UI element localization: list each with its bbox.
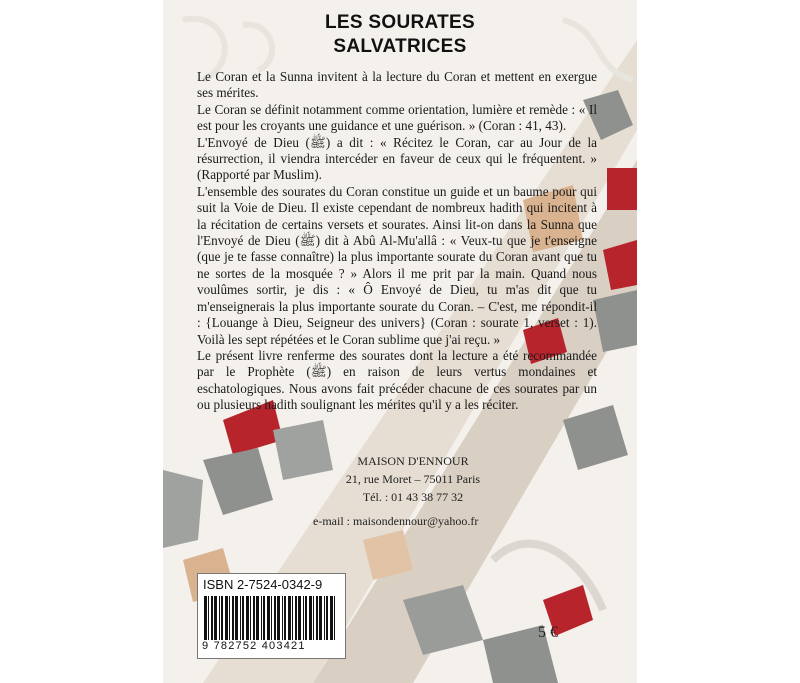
paragraph-3: L'Envoyé de Dieu (ﷺ) a dit : « Récitez le Coran, car au Jour de la résurrection, il viendra intercéder en faveur de ceux qui le fréquentent. » (Rapporté par Muslim). [197, 134, 597, 183]
paragraph-5: Le présent livre renferme des sourates dont la lecture a été recommandée par le Prophète (ﷺ) en raison de leurs vertus mondaines et eschatologiques. Nous avons fait précéder chacune de ces sourates par un ou plusieurs hadith soulignant les mérites qu'il y a les réciter. [197, 347, 598, 413]
book-back-cover [163, 0, 637, 683]
paragraph-4: L'ensemble des sourates du Coran constitue un guide et un baume pour qui suit la Voie de Dieu. Il existe cependant de nombreux hadith qui incitent à la récitation de certains versets et sourates. Ainsi lit-on dans la Sunna que l'Envoyé de Dieu (ﷺ) dit à Abû Al-Mu'allâ : « Veux-tu que je t'enseigne (que je te fasse connaître) la plus importante sourate du Coran avant que tu ne sortes de la mosquée ? » Alors il me prit par la main. Quand nous voulûmes sortir, je dis : « Ô Envoyé de Dieu, tu m'as dit que tu m'enseignerais la plus importante sourate du Coran. – C'est, me répondit-il : {Louange à Dieu, Seigneur des univers} (Coran : sourate 1, verset : 1). Voilà les sept répétées et le Coran sublime que j'ai reçu. » [197, 183, 598, 347]
isbn-label: ISBN 2-7524-0342-9 [203, 577, 323, 592]
paragraph-1: Le Coran et la Sunna invitent à la lecture du Coran et mettent en exergue ses mérites. [197, 69, 597, 101]
barcode-icon [204, 596, 339, 640]
publisher-address: 21, rue Moret – 75011 Paris [345, 472, 481, 486]
isbn-barcode-box [197, 573, 346, 659]
publisher-email: e-mail : maisondennour@yahoo.fr [313, 514, 479, 528]
paragraph-2: Le Coran se définit notamment comme orientation, lumière et remède : « Il est pour les croyants une guidance et une guérison. » (Coran : 41, 43). [197, 101, 597, 134]
title-line-2: SALVATRICES [333, 36, 467, 57]
price: 5 € [538, 624, 558, 641]
publisher-phone: Tél. : 01 43 38 77 32 [362, 490, 464, 504]
publisher-name: MAISON D'ENNOUR [357, 454, 469, 468]
barcode-number: 9 782752 403421 [202, 640, 306, 652]
description-text [197, 69, 597, 414]
title-line-1: LES SOURATES [325, 12, 475, 33]
